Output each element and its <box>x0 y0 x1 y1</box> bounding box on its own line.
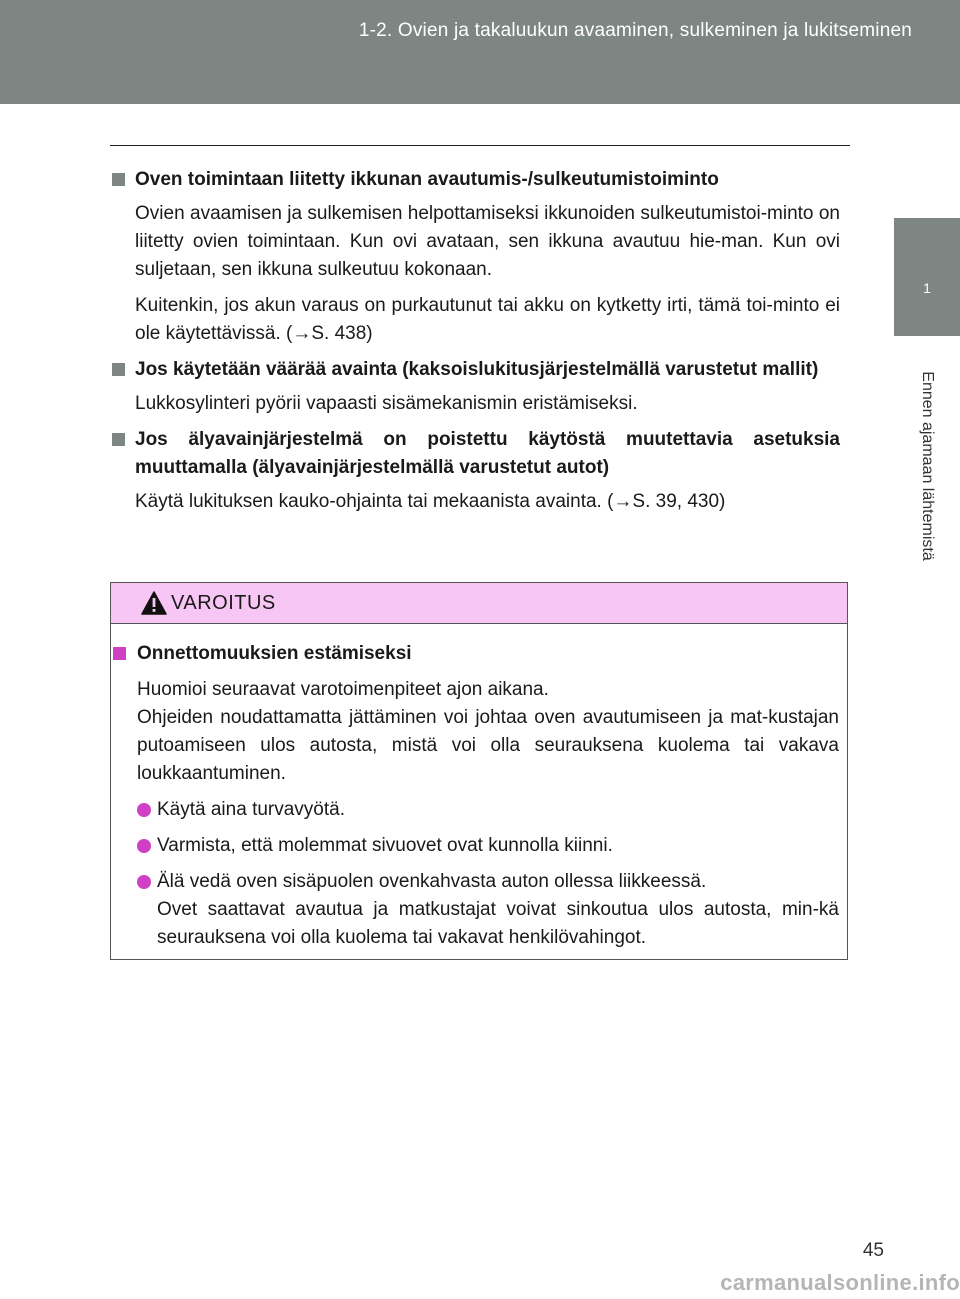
square-bullet-icon <box>113 647 126 660</box>
circle-bullet-icon <box>137 839 151 853</box>
warning-bullet: Käytä aina turvavyötä. <box>111 796 839 824</box>
page-header <box>0 0 960 104</box>
section-title: 1-2. Ovien ja takaluukun avaaminen, sulkeminen ja lukitseminen <box>358 20 912 41</box>
item-heading: Jos älyavainjärjestelmä on poistettu käytöstä muutettavia asetuksia muuttamalla (älyavainjärjestelmällä varustetut autot) <box>110 426 840 482</box>
circle-bullet-icon <box>137 803 151 817</box>
main-content <box>110 160 840 516</box>
footer-watermark: carmanualsonline.info <box>720 1270 960 1295</box>
chapter-tab <box>894 218 960 336</box>
warning-bullet: Älä vedä oven sisäpuolen ovenkahvasta auton ollessa liikkeessä. Ovet saattavat avautua ja matkustajat voivat sinkoutua ulos autosta, min-kä seurauksena voi olla kuolema tai vakavat henkilövahingot. <box>111 868 839 952</box>
warning-bullet: Varmista, että molemmat sivuovet ovat kunnolla kiinni. <box>111 832 839 860</box>
paragraph: Kuitenkin, jos akun varaus on purkautunut tai akku on kytketty irti, tämä toi-minto ei ole käytettävissä. (→S. 438) <box>135 295 840 344</box>
warning-title: VAROITUS <box>171 592 276 614</box>
paragraph: Ovien avaamisen ja sulkemisen helpottamiseksi ikkunoiden sulkeutumistoi-minto on liitetty ovien toimintaan. Kun ovi avataan, sen ikkuna avautuu hie-man. Kun ovi suljetaan, sen ikkuna sulkeutuu kokonaan. <box>135 203 840 280</box>
warning-body <box>111 624 847 952</box>
warning-triangle-icon <box>141 591 167 615</box>
warning-header <box>111 583 847 624</box>
square-bullet-icon <box>112 173 125 186</box>
section-tab <box>894 336 960 596</box>
paragraph: Lukkosylinteri pyörii vapaasti sisämekanismin eristämiseksi. <box>135 393 638 414</box>
top-rule <box>110 145 850 146</box>
paragraph: Käytä lukituksen kauko-ohjainta tai mekaanista avainta. (→S. 39, 430) <box>135 491 726 512</box>
item-heading: Oven toimintaan liitetty ikkunan avautumis-/sulkeutumistoiminto <box>110 166 840 194</box>
square-bullet-icon <box>112 363 125 376</box>
square-bullet-icon <box>112 433 125 446</box>
section-label: Ennen ajamaan lähtemistä <box>919 371 936 561</box>
chapter-number: 1 <box>923 280 931 296</box>
warning-heading: Onnettomuuksien estämiseksi <box>111 640 839 668</box>
item-heading: Jos käytetään väärää avainta (kaksoislukitusjärjestelmällä varustetut mallit) <box>110 356 840 384</box>
warning-paragraph: Huomioi seuraavat varotoimenpiteet ajon aikana. Ohjeiden noudattamatta jättäminen voi johtaa oven avautumiseen ja mat-kustajan putoamiseen ulos autosta, mistä voi olla seurauksena kuolema tai vakava loukkaantuminen. <box>137 679 839 784</box>
page-number: 45 <box>862 1240 884 1261</box>
warning-box <box>110 582 848 960</box>
circle-bullet-icon <box>137 875 151 889</box>
